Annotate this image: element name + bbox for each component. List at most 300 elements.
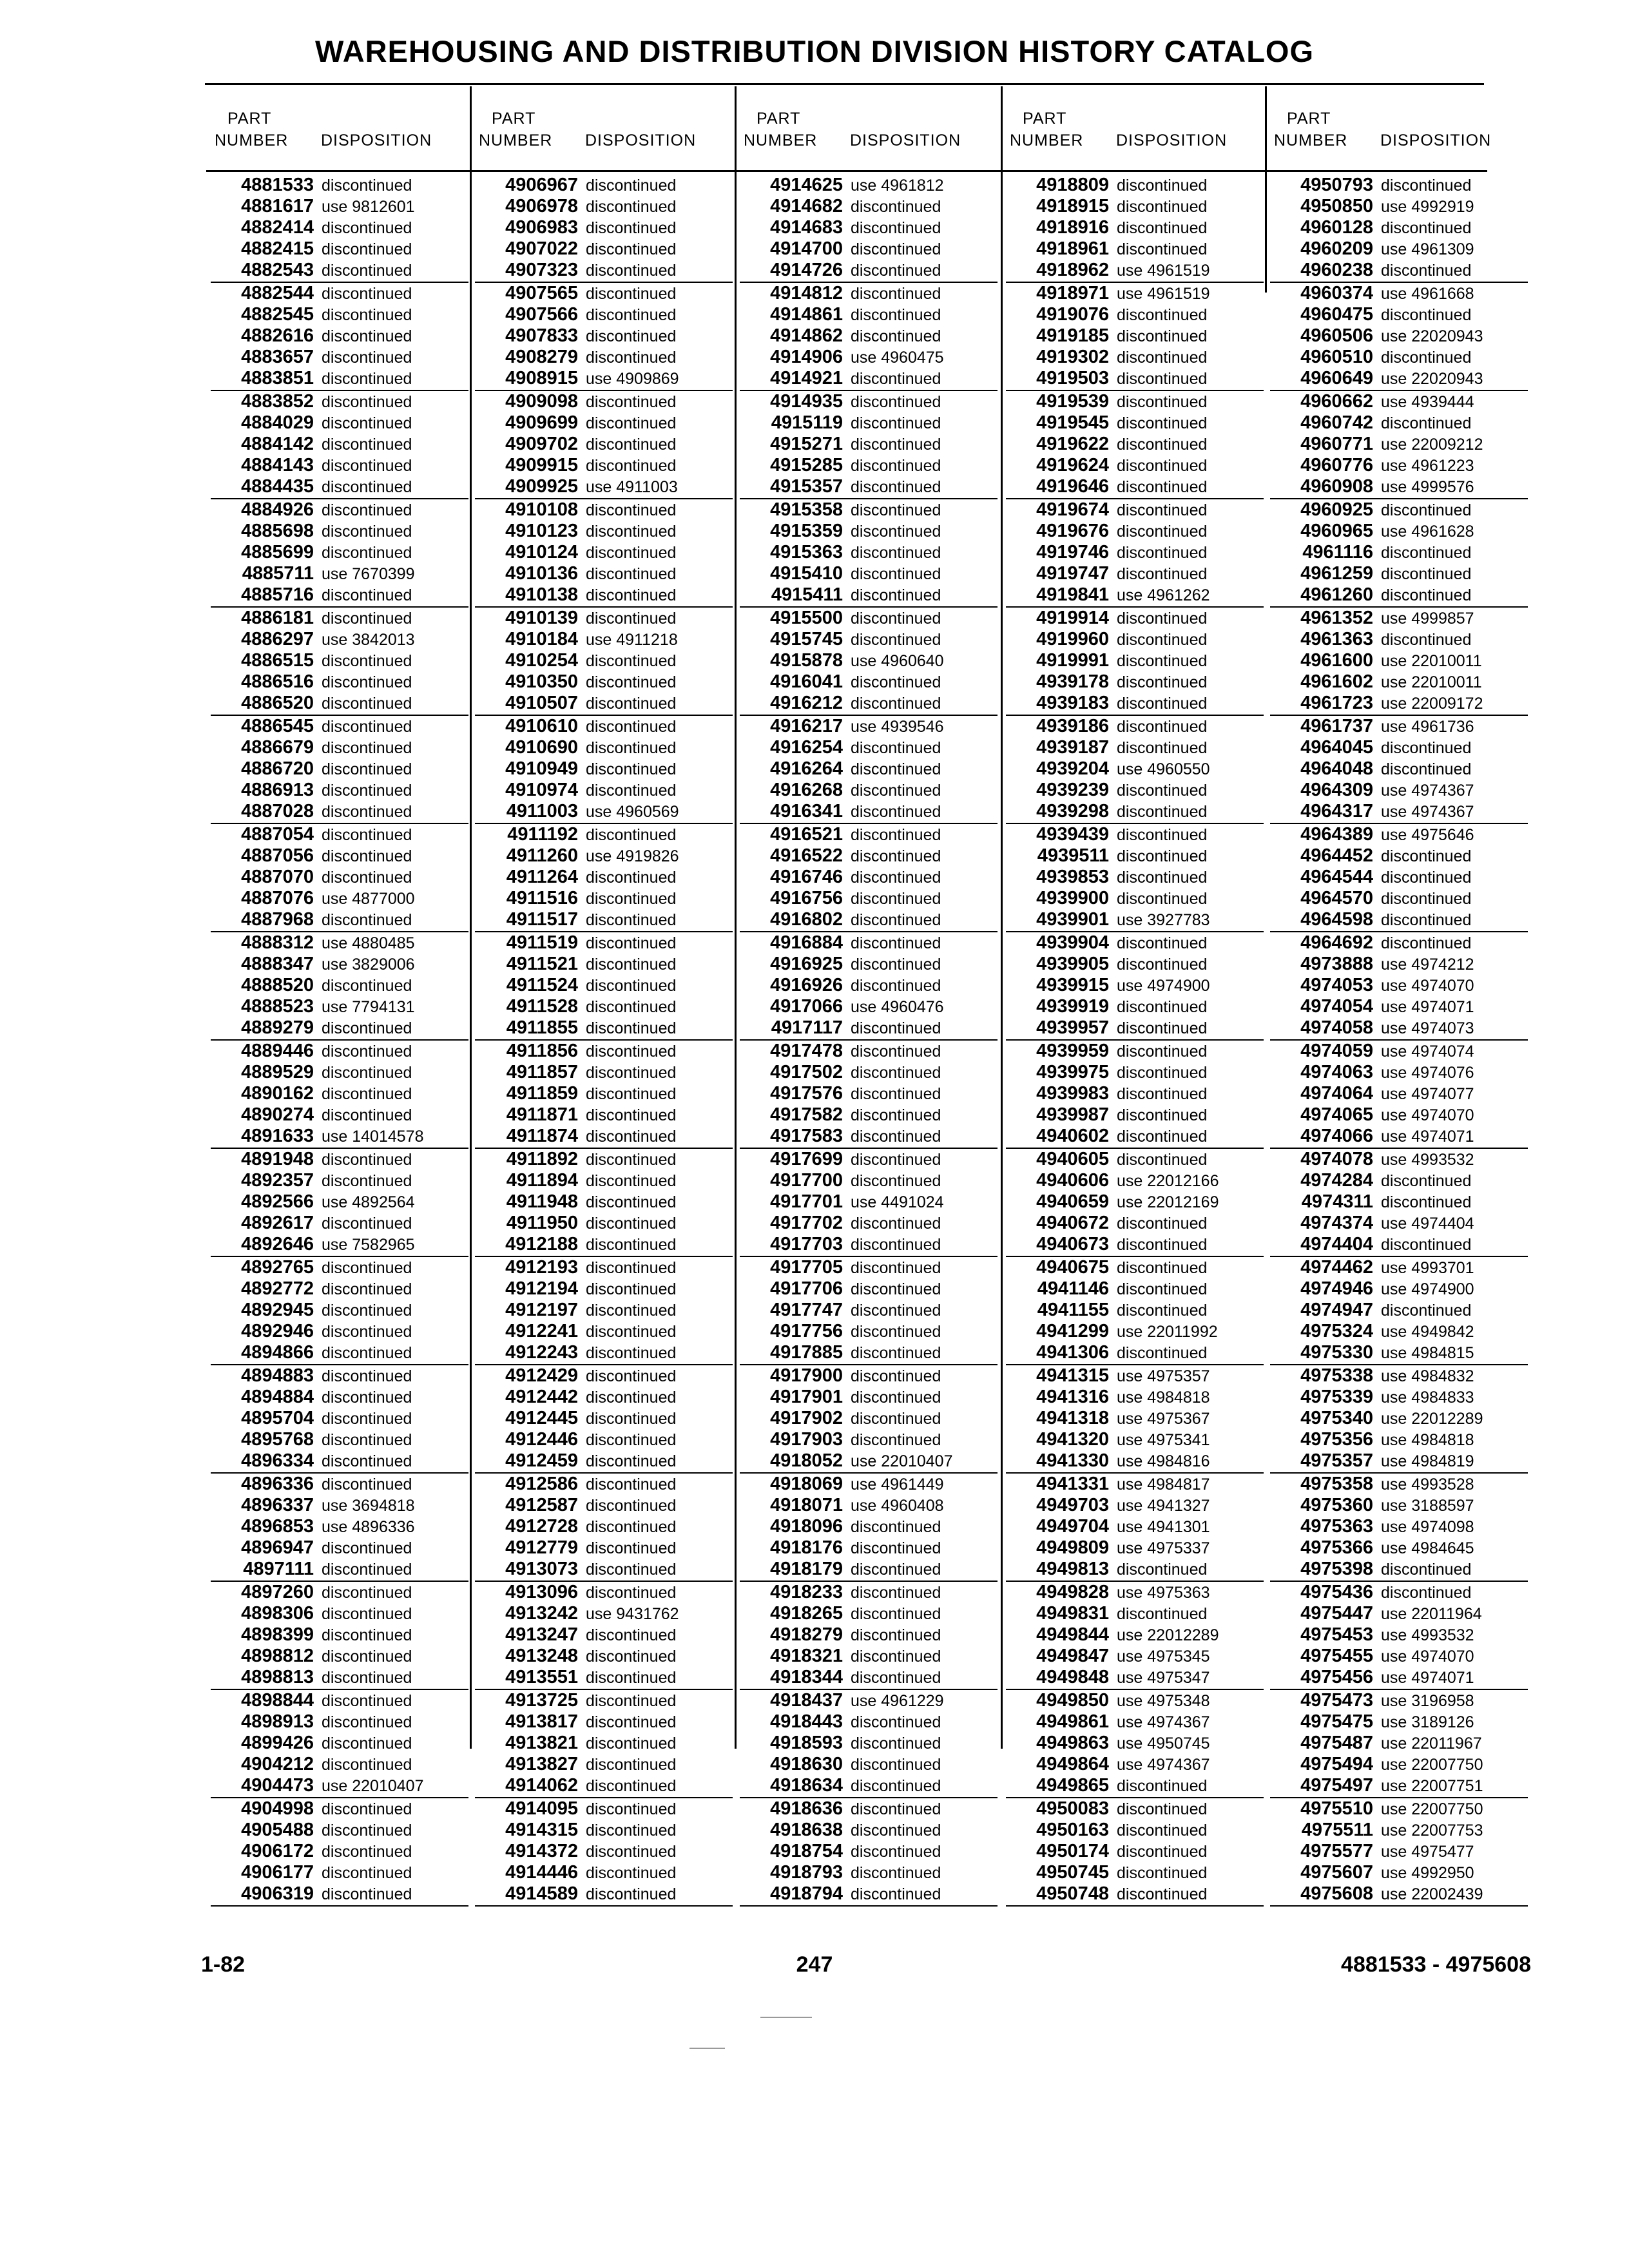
catalog-row — [740, 716, 998, 737]
catalog-row — [740, 563, 998, 584]
disposition: discontinued — [322, 1106, 412, 1124]
part-number: 4890162 — [241, 1083, 314, 1104]
row-group — [1270, 932, 1528, 1041]
column-divider — [735, 86, 737, 1749]
part-number: 4911517 — [506, 909, 578, 930]
part-number: 4885698 — [241, 521, 314, 541]
catalog-row — [740, 1213, 998, 1234]
part-number: 4917706 — [770, 1278, 843, 1299]
catalog-row — [740, 1300, 998, 1321]
disposition: use 22007751 — [1381, 1777, 1483, 1795]
part-number: 4964692 — [1300, 932, 1373, 953]
disposition: discontinued — [1117, 393, 1208, 411]
row-group — [740, 1257, 998, 1365]
catalog-row — [740, 499, 998, 521]
disposition: discontinued — [322, 1151, 412, 1169]
part-number: 4896853 — [241, 1516, 314, 1537]
part-number: 4913242 — [505, 1603, 578, 1624]
catalog-row — [1270, 217, 1528, 238]
row-group — [1270, 175, 1528, 283]
disposition: discontinued — [586, 869, 677, 887]
part-number: 4915410 — [770, 563, 843, 584]
disposition: discontinued — [586, 1389, 677, 1407]
disposition: discontinued — [322, 1452, 412, 1470]
disposition: discontinued — [851, 1431, 941, 1449]
disposition: discontinued — [586, 1302, 677, 1320]
part-number: 4892646 — [241, 1234, 314, 1254]
part-number: 4898913 — [241, 1711, 314, 1732]
disposition: use 22011992 — [1117, 1323, 1218, 1341]
catalog-row — [1006, 521, 1264, 542]
part-number: 4917582 — [770, 1104, 843, 1125]
part-number: 4915358 — [770, 499, 843, 520]
row-group — [740, 391, 998, 499]
part-number: 4917756 — [770, 1321, 843, 1341]
disposition: use 4974367 — [1381, 782, 1474, 800]
number-label: NUMBER — [215, 131, 289, 149]
catalog-row — [1270, 1775, 1528, 1796]
part-number: 4909915 — [505, 455, 578, 476]
row-group — [475, 1582, 733, 1690]
part-number: 4914683 — [770, 217, 843, 238]
part-number: 4949850 — [1036, 1690, 1109, 1711]
part-number: 4961723 — [1300, 693, 1373, 713]
part-number: 4887028 — [241, 801, 314, 822]
disposition: use 4961449 — [851, 1475, 944, 1494]
catalog-row — [1270, 1387, 1528, 1408]
catalog-row — [740, 888, 998, 909]
part-number: 4914095 — [505, 1798, 578, 1819]
catalog-row — [1270, 1603, 1528, 1624]
part-label: PART — [1287, 110, 1331, 128]
disposition: discontinued — [586, 1800, 677, 1818]
part-number: 4975358 — [1300, 1474, 1373, 1494]
part-number: 4974065 — [1300, 1104, 1373, 1125]
part-number: 4916756 — [770, 888, 843, 908]
disposition: discontinued — [322, 1735, 412, 1753]
disposition-label: DISPOSITION — [1380, 131, 1492, 149]
part-number: 4960506 — [1300, 325, 1373, 346]
part-number: 4896334 — [241, 1450, 314, 1471]
catalog-row — [475, 521, 733, 542]
part-number: 4882543 — [241, 260, 314, 280]
part-number: 4961363 — [1300, 629, 1373, 649]
part-number: 4941318 — [1036, 1408, 1109, 1428]
disposition: discontinued — [1117, 1344, 1208, 1362]
disposition: discontinued — [1117, 718, 1208, 736]
row-group — [1270, 1041, 1528, 1149]
disposition: discontinued — [851, 1584, 941, 1602]
disposition: discontinued — [322, 1864, 412, 1882]
disposition: discontinued — [851, 1367, 941, 1385]
part-number: 4918634 — [770, 1775, 843, 1796]
catalog-row — [475, 650, 733, 671]
disposition: use 4984833 — [1381, 1389, 1474, 1407]
catalog-row — [740, 1017, 998, 1039]
catalog-row — [740, 175, 998, 196]
part-number: 4975487 — [1300, 1733, 1373, 1753]
catalog-row — [211, 1820, 468, 1841]
part-number: 4882415 — [241, 238, 314, 259]
catalog-row — [1270, 780, 1528, 801]
disposition: use 4960475 — [851, 349, 944, 367]
disposition: discontinued — [1117, 1106, 1208, 1124]
disposition: discontinued — [586, 1777, 677, 1795]
catalog-row — [740, 1775, 998, 1796]
catalog-row — [1006, 1450, 1264, 1472]
disposition: discontinued — [586, 436, 677, 454]
part-number: 4939905 — [1036, 954, 1109, 974]
part-number: 4909699 — [505, 412, 578, 433]
part-number: 4887968 — [241, 909, 314, 930]
part-number: 4961259 — [1300, 563, 1373, 584]
part-number: 4918638 — [770, 1820, 843, 1840]
part-number: 4960374 — [1300, 283, 1373, 303]
disposition: discontinued — [1117, 869, 1208, 887]
part-number: 4918096 — [770, 1516, 843, 1537]
catalog-row — [475, 629, 733, 650]
part-number: 4887054 — [241, 824, 314, 845]
disposition: discontinued — [586, 219, 677, 237]
catalog-row — [475, 954, 733, 975]
part-number: 4914446 — [505, 1862, 578, 1883]
catalog-row — [1270, 650, 1528, 671]
disposition: discontinued — [851, 501, 941, 519]
catalog-row — [1006, 650, 1264, 671]
row-group — [1006, 1690, 1264, 1798]
disposition: use 22011967 — [1381, 1735, 1482, 1753]
part-number: 4889446 — [241, 1041, 314, 1061]
catalog-row — [475, 1646, 733, 1667]
disposition: discontinued — [851, 327, 941, 345]
part-number: 4960908 — [1300, 476, 1373, 497]
catalog-row — [1270, 434, 1528, 455]
part-number: 4975455 — [1300, 1646, 1373, 1666]
disposition: discontinued — [851, 1735, 941, 1753]
disposition: discontinued — [1381, 760, 1472, 778]
disposition: use 22010011 — [1381, 652, 1482, 670]
disposition: discontinued — [851, 1669, 941, 1687]
catalog-row — [211, 304, 468, 325]
part-number: 4960209 — [1300, 238, 1373, 259]
catalog-row — [740, 1257, 998, 1278]
row-group — [740, 932, 998, 1041]
catalog-row — [1006, 1624, 1264, 1646]
part-number: 4911003 — [506, 801, 578, 822]
catalog-row — [475, 563, 733, 584]
disposition: use 4911218 — [586, 631, 678, 649]
footer-page-number: 247 — [796, 1952, 833, 1977]
catalog-row — [740, 1646, 998, 1667]
disposition: use 22012289 — [1381, 1410, 1483, 1428]
disposition: discontinued — [851, 934, 941, 952]
disposition: discontinued — [1381, 1302, 1472, 1320]
part-number: 4886515 — [241, 650, 314, 671]
part-number: 4909925 — [505, 476, 578, 497]
disposition: discontinued — [1117, 1215, 1208, 1233]
part-number: 4911519 — [506, 932, 578, 953]
part-number: 4890274 — [241, 1104, 314, 1125]
catalog-row — [1006, 1257, 1264, 1278]
catalog-row — [475, 260, 733, 281]
disposition: use 4975337 — [1117, 1539, 1210, 1557]
disposition: discontinued — [851, 478, 941, 496]
catalog-row — [1006, 1408, 1264, 1429]
catalog-row — [1006, 217, 1264, 238]
catalog-row — [475, 1450, 733, 1472]
disposition: use 4975341 — [1117, 1431, 1210, 1449]
catalog-row — [1270, 1841, 1528, 1862]
catalog-row — [1006, 845, 1264, 867]
row-group — [740, 1041, 998, 1149]
disposition-label: DISPOSITION — [1116, 131, 1228, 149]
disposition: use 4984815 — [1381, 1344, 1474, 1362]
disposition: discontinued — [586, 1735, 677, 1753]
disposition: discontinued — [322, 1410, 412, 1428]
disposition: discontinued — [1117, 631, 1208, 649]
disposition: discontinued — [586, 934, 677, 952]
disposition: use 4961736 — [1381, 718, 1474, 736]
disposition: discontinued — [851, 673, 941, 691]
part-number: 4908279 — [505, 347, 578, 367]
part-number: 4914589 — [505, 1883, 578, 1904]
catalog-row — [475, 584, 733, 606]
disposition: use 4896336 — [322, 1518, 415, 1536]
catalog-row — [211, 1667, 468, 1688]
catalog-row — [475, 1582, 733, 1603]
part-number: 4939904 — [1036, 932, 1109, 953]
part-number: 4975447 — [1300, 1603, 1373, 1624]
disposition: discontinued — [1117, 544, 1208, 562]
part-number: 4950745 — [1036, 1862, 1109, 1883]
row-list — [475, 175, 733, 1907]
disposition: discontinued — [586, 262, 677, 280]
row-group — [1006, 1149, 1264, 1257]
part-number: 4961602 — [1300, 671, 1373, 692]
part-number: 4939957 — [1036, 1017, 1109, 1038]
catalog-row — [740, 954, 998, 975]
disposition: discontinued — [322, 1475, 412, 1494]
disposition: discontinued — [851, 869, 941, 887]
part-number: 4914682 — [770, 196, 843, 216]
catalog-row — [211, 1450, 468, 1472]
part-number: 4918794 — [770, 1883, 843, 1904]
part-number: 4907022 — [505, 238, 578, 259]
disposition: use 22002439 — [1381, 1885, 1483, 1903]
part-number: 4918437 — [770, 1690, 843, 1711]
catalog-row — [740, 1149, 998, 1170]
catalog-row — [1270, 1862, 1528, 1883]
part-number: 4907323 — [505, 260, 578, 280]
catalog-row — [1270, 1733, 1528, 1754]
part-number: 4911528 — [506, 996, 578, 1017]
catalog-row — [1006, 629, 1264, 650]
catalog-row — [1270, 1429, 1528, 1450]
catalog-row — [740, 693, 998, 714]
catalog-row — [475, 347, 733, 368]
catalog-row — [211, 1234, 468, 1255]
disposition: use 4974900 — [1381, 1280, 1474, 1298]
disposition: discontinued — [1117, 1821, 1208, 1840]
part-number: 4975608 — [1300, 1883, 1373, 1904]
part-number: 4917705 — [770, 1257, 843, 1278]
part-number: 4918916 — [1036, 217, 1109, 238]
part-number: 4895768 — [241, 1429, 314, 1450]
catalog-row — [740, 1387, 998, 1408]
row-group — [211, 608, 468, 716]
catalog-row — [1270, 629, 1528, 650]
disposition: discontinued — [322, 501, 412, 519]
part-number: 4916041 — [770, 671, 843, 692]
catalog-row — [1006, 1149, 1264, 1170]
catalog-row — [740, 325, 998, 347]
disposition: discontinued — [586, 977, 677, 995]
disposition: discontinued — [322, 1043, 412, 1061]
part-number: 4918321 — [770, 1646, 843, 1666]
catalog-row — [1270, 867, 1528, 888]
disposition: use 4974073 — [1381, 1019, 1474, 1037]
part-number: 4939186 — [1036, 716, 1109, 736]
catalog-row — [1006, 824, 1264, 845]
part-number: 4960776 — [1300, 455, 1373, 476]
disposition: discontinued — [1117, 890, 1208, 908]
part-number: 4892566 — [241, 1191, 314, 1212]
part-number: 4906978 — [505, 196, 578, 216]
disposition-label: DISPOSITION — [585, 131, 697, 149]
disposition: discontinued — [1117, 610, 1208, 628]
part-number: 4975456 — [1300, 1667, 1373, 1687]
part-number: 4917117 — [771, 1017, 843, 1038]
disposition: use 4877000 — [322, 890, 415, 908]
catalog-row — [1006, 1841, 1264, 1862]
part-number: 4975356 — [1300, 1429, 1373, 1450]
catalog-row — [211, 1257, 468, 1278]
catalog-row — [1270, 196, 1528, 217]
part-number: 4949848 — [1036, 1667, 1109, 1687]
part-number: 4892946 — [241, 1321, 314, 1341]
part-number: 4975497 — [1300, 1775, 1373, 1796]
part-number: 4916217 — [770, 716, 843, 736]
catalog-row — [475, 476, 733, 497]
part-number: 4886516 — [241, 671, 314, 692]
catalog-row — [740, 824, 998, 845]
row-group — [1270, 608, 1528, 716]
row-group — [211, 1582, 468, 1690]
part-number: 4964389 — [1300, 824, 1373, 845]
row-group — [740, 1474, 998, 1582]
part-number: 4975330 — [1300, 1342, 1373, 1363]
catalog-row — [1006, 455, 1264, 476]
disposition: discontinued — [851, 847, 941, 865]
catalog-row — [740, 1820, 998, 1841]
disposition: discontinued — [851, 1605, 941, 1623]
part-number: 4906983 — [505, 217, 578, 238]
catalog-row — [1270, 1149, 1528, 1170]
disposition: discontinued — [586, 565, 677, 583]
part-number: 4960965 — [1300, 521, 1373, 541]
part-number: 4960771 — [1300, 434, 1373, 454]
disposition: discontinued — [586, 1085, 677, 1103]
part-number: 4910974 — [505, 780, 578, 800]
part-number: 4961600 — [1300, 650, 1373, 671]
disposition: discontinued — [586, 1669, 677, 1687]
disposition: use 4999576 — [1381, 478, 1474, 496]
part-number: 4949863 — [1036, 1733, 1109, 1753]
catalog-row — [475, 909, 733, 930]
disposition: discontinued — [322, 1843, 412, 1861]
part-number: 4910949 — [505, 758, 578, 779]
disposition: discontinued — [851, 977, 941, 995]
part-number: 4912779 — [505, 1537, 578, 1558]
part-number: 4913073 — [505, 1559, 578, 1579]
scan-artifact — [760, 2017, 812, 2018]
part-number: 4941315 — [1036, 1365, 1109, 1386]
catalog-row — [740, 1841, 998, 1862]
part-number: 4911948 — [506, 1191, 578, 1212]
disposition: discontinued — [851, 1259, 941, 1277]
disposition: discontinued — [851, 631, 941, 649]
disposition: discontinued — [1117, 1280, 1208, 1298]
row-group — [1006, 1041, 1264, 1149]
catalog-row — [475, 304, 733, 325]
part-number: 4913551 — [505, 1667, 578, 1687]
catalog-row — [1270, 368, 1528, 389]
part-number: 4912429 — [505, 1365, 578, 1386]
part-number: 4940675 — [1036, 1257, 1109, 1278]
disposition: discontinued — [586, 718, 677, 736]
catalog-row — [211, 391, 468, 412]
disposition: discontinued — [1381, 565, 1472, 583]
part-number: 4915878 — [770, 650, 843, 671]
catalog-row — [1270, 1321, 1528, 1342]
disposition: use 4961628 — [1381, 523, 1474, 541]
row-group — [211, 175, 468, 283]
part-number: 4939178 — [1036, 671, 1109, 692]
part-number: 4939298 — [1036, 801, 1109, 822]
part-number: 4910507 — [505, 693, 578, 713]
catalog-row — [211, 909, 468, 930]
disposition: discontinued — [851, 610, 941, 628]
part-number: 4914700 — [770, 238, 843, 259]
part-number: 4888312 — [241, 932, 314, 953]
part-number: 4964544 — [1300, 867, 1373, 887]
catalog-row — [1006, 196, 1264, 217]
part-number: 4941316 — [1036, 1387, 1109, 1407]
catalog-row — [211, 1646, 468, 1667]
row-group — [475, 1041, 733, 1149]
part-number: 4941320 — [1036, 1429, 1109, 1450]
disposition: discontinued — [322, 695, 412, 713]
part-number: 4917699 — [770, 1149, 843, 1169]
catalog-row — [1006, 1582, 1264, 1603]
disposition: discontinued — [586, 586, 677, 604]
catalog-row — [1270, 391, 1528, 412]
catalog-row — [475, 824, 733, 845]
disposition: discontinued — [322, 1172, 412, 1190]
catalog-row — [1006, 476, 1264, 497]
catalog-row — [211, 1582, 468, 1603]
catalog-row — [1006, 1170, 1264, 1191]
part-number: 4905488 — [241, 1820, 314, 1840]
part-number: 4939439 — [1036, 824, 1109, 845]
part-number: 4912243 — [505, 1342, 578, 1363]
catalog-row — [211, 801, 468, 822]
row-group — [1006, 608, 1264, 716]
catalog-row — [475, 499, 733, 521]
catalog-row — [740, 671, 998, 693]
catalog-row — [1270, 499, 1528, 521]
disposition: discontinued — [1117, 370, 1208, 388]
